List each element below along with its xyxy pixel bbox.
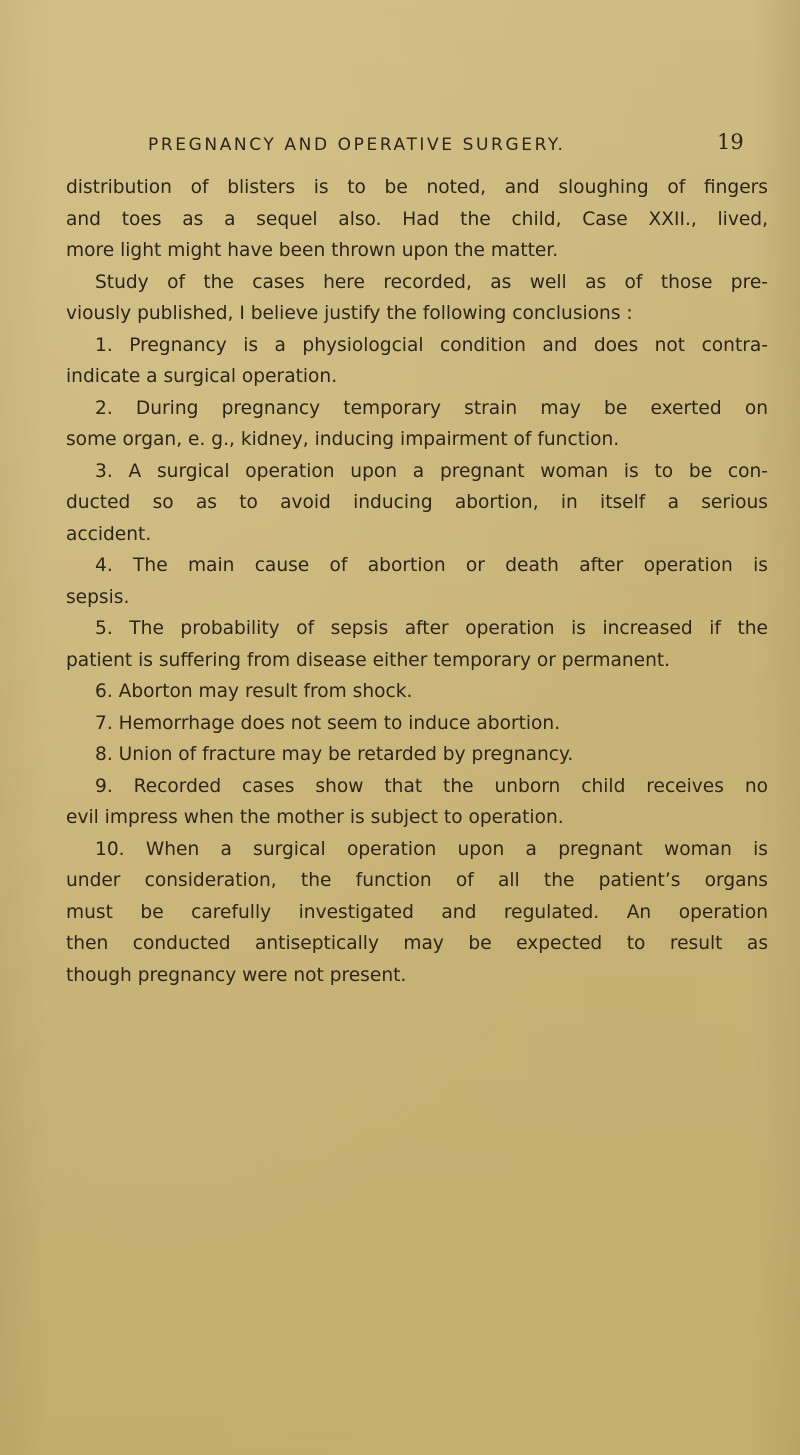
text-line: 8. Union of fracture may be retarded by pregnancy. [95, 744, 574, 765]
text-line: must be carefully investigated and regulated. An operation [66, 901, 768, 923]
text-line: 5. The probability of sepsis after operation is increased if the [95, 618, 768, 639]
text-line: under consideration, the function of all the patient’s organs [66, 870, 768, 891]
text-line: Study of the cases here recorded, as well as of those pre- [95, 271, 768, 293]
text-line: viously published, I believe justify the following conclusions : [66, 303, 633, 324]
text-line: 7. Hemorrhage does not seem to induce abortion. [95, 712, 561, 734]
text-line: patient is suffering from disease either temporary or permanent. [66, 649, 671, 671]
text-line: 4. The main cause of abortion or death after operation is [95, 555, 768, 576]
text-line: though pregnancy were not present. [66, 964, 407, 986]
text-line: 9. Recorded cases show that the unborn child receives no [95, 775, 768, 797]
text-line: more light might have been thrown upon the matter. [66, 240, 559, 261]
running-head: PREGNANCY AND OPERATIVE SURGERY. [148, 135, 566, 155]
text-line: sepsis. [66, 586, 130, 608]
text-line: indicate a surgical operation. [66, 366, 338, 387]
text-line: and toes as a sequel also. Had the child, Case XXII., lived, [66, 208, 768, 230]
text-line: 10. When a surgical operation upon a pregnant woman is [95, 838, 768, 860]
text-line: 6. Aborton may result from shock. [95, 681, 413, 702]
text-line: ducted so as to avoid inducing abortion, in itself a serious [66, 492, 768, 513]
text-line: accident. [66, 523, 152, 545]
page-number: 19 [717, 130, 744, 154]
text-line: 1. Pregnancy is a physiologcial condition and does not contra- [95, 334, 768, 356]
body-text [66, 172, 768, 991]
text-line: then conducted antiseptically may be expected to result as [66, 933, 768, 954]
text-line: 3. A surgical operation upon a pregnant woman is to be con- [95, 460, 768, 482]
text-line: evil impress when the mother is subject to operation. [66, 807, 564, 828]
text-line: distribution of blisters is to be noted, and sloughing of fingers [66, 177, 768, 198]
text-line: 2. During pregnancy temporary strain may be exerted on [95, 397, 768, 419]
text-line: some organ, e. g., kidney, inducing impairment of function. [66, 429, 620, 450]
